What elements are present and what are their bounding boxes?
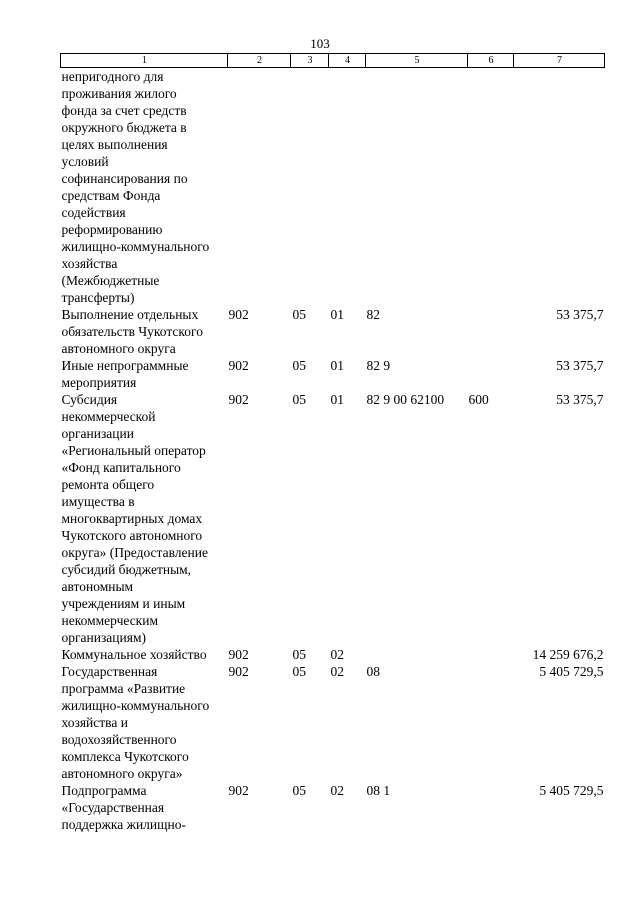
- table-row: [61, 782, 605, 833]
- subsection-cell: 01: [330, 392, 344, 407]
- page-number: 103: [310, 36, 330, 51]
- table-row: [61, 646, 605, 663]
- expense-type-cell: [468, 646, 514, 663]
- subsection-cell: 02: [330, 783, 344, 798]
- section-cell: 05: [292, 664, 306, 679]
- subsection-cell: 02: [330, 647, 344, 662]
- row-name-cell: Субсидия некоммерческой организации «Региональный оператор «Фонд капитального ремонта общего имущества в многоквартирных домах Чукотского автономного округа» (Предоставление субсидий бюджетным, автономным учреждениям и иным некоммерческим организациям): [61, 392, 208, 645]
- subsection-cell: 01: [330, 358, 344, 373]
- table-body: [61, 68, 605, 834]
- amount-cell: 53 375,7: [556, 392, 604, 407]
- row-name-cell: Иные непрограммные мероприятия: [61, 358, 189, 390]
- expense-type-cell: 600: [468, 392, 489, 407]
- header-cell: 6: [468, 54, 514, 68]
- section-cell: 05: [292, 647, 306, 662]
- target-article-cell: 82 9 00 62100: [366, 392, 445, 407]
- budget-table: [60, 53, 605, 833]
- table-row: [61, 306, 605, 357]
- amount-cell: 14 259 676,2: [532, 647, 604, 662]
- row-name-cell: Подпрограмма «Государственная поддержка жилищно-: [61, 783, 186, 832]
- table-row: [61, 68, 605, 307]
- ministry-code-cell: 902: [228, 358, 249, 373]
- header-cell: 3: [291, 54, 329, 68]
- header-cell: 2: [228, 54, 291, 68]
- column-number-header: [61, 54, 605, 68]
- target-article-cell: 08 1: [366, 783, 391, 798]
- header-cell: 5: [366, 54, 468, 68]
- expense-type-cell: [468, 306, 514, 357]
- section-cell: [291, 68, 329, 307]
- amount-cell: [514, 68, 605, 307]
- ministry-code-cell: 902: [228, 392, 249, 407]
- target-article-cell: 82: [366, 307, 380, 322]
- amount-cell: 53 375,7: [556, 358, 604, 373]
- row-name-cell: Государственная программа «Развитие жилищно-коммунального хозяйства и водохозяйственного комплекса Чукотского автономного округа»: [61, 664, 210, 781]
- target-article-cell: [366, 68, 468, 307]
- subsection-cell: 02: [330, 664, 344, 679]
- table-row: [61, 663, 605, 782]
- header-cell: 7: [514, 54, 605, 68]
- expense-type-cell: [468, 357, 514, 391]
- section-cell: 05: [292, 783, 306, 798]
- section-cell: 05: [292, 358, 306, 373]
- expense-type-cell: [468, 68, 514, 307]
- amount-cell: 5 405 729,5: [539, 664, 604, 679]
- row-name-cell: Коммунальное хозяйство: [61, 647, 207, 662]
- ministry-code-cell: 902: [228, 664, 249, 679]
- ministry-code-cell: 902: [228, 307, 249, 322]
- expense-type-cell: [468, 663, 514, 782]
- target-article-cell: 82 9: [366, 358, 391, 373]
- amount-cell: 53 375,7: [556, 307, 604, 322]
- target-article-cell: 08: [366, 664, 380, 679]
- ministry-code-cell: 902: [228, 647, 249, 662]
- header-cell: 1: [61, 54, 228, 68]
- table-row: [61, 391, 605, 646]
- target-article-cell: [366, 646, 468, 663]
- ministry-code-cell: [228, 68, 291, 307]
- section-cell: 05: [292, 392, 306, 407]
- header-cell: 4: [329, 54, 366, 68]
- section-cell: 05: [292, 307, 306, 322]
- subsection-cell: [329, 68, 366, 307]
- table-row: [61, 357, 605, 391]
- subsection-cell: 01: [330, 307, 344, 322]
- expense-type-cell: [468, 782, 514, 833]
- ministry-code-cell: 902: [228, 783, 249, 798]
- row-name-cell: Выполнение отдельных обязательств Чукотского автономного округа: [61, 307, 203, 356]
- amount-cell: 5 405 729,5: [539, 783, 604, 798]
- row-name-cell: непригодного для проживания жилого фонда за счет средств окружного бюджета в целях выполнения условий софинансирования по средствам Фонда содействия реформированию жилищно-коммунального хозяйства (Межбюджетные трансферты): [61, 69, 210, 305]
